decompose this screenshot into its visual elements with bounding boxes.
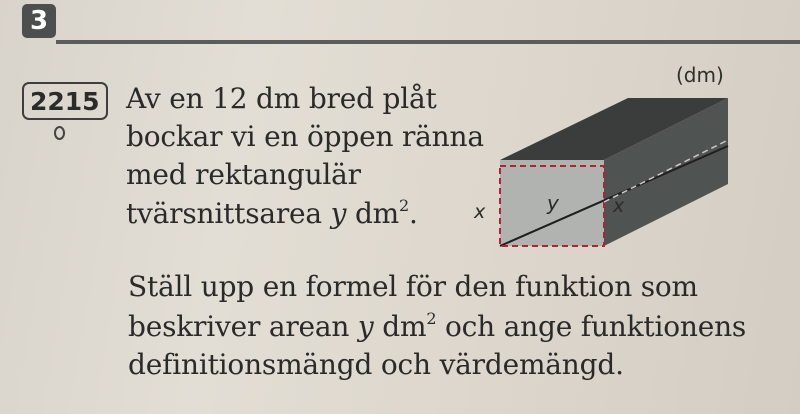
- line4-suffix: .: [409, 197, 418, 230]
- problem-text-line-4: [126, 196, 418, 230]
- unit-label: (dm): [676, 63, 724, 87]
- question-line2-exponent: 2: [426, 309, 437, 328]
- problem-text-line-2: bockar vi en öppen ränna: [126, 120, 484, 153]
- line4-unit: dm: [346, 197, 400, 230]
- problem-number: 2215: [22, 82, 108, 120]
- question-line2-suffix: och ange funktionens: [436, 310, 747, 343]
- difficulty-icon: [54, 126, 65, 140]
- question-line2-unit: dm: [373, 310, 427, 343]
- gutter-diagram: [470, 60, 770, 270]
- area-label: y: [547, 191, 559, 215]
- question-line-1: Ställ upp en formel för den funktion som: [128, 270, 698, 303]
- chapter-badge: 3: [22, 4, 56, 38]
- question-line-3: definitionsmängd och värdemängd.: [128, 348, 624, 381]
- problem-text-line-1: Av en 12 dm bred plåt: [126, 82, 437, 115]
- right-height-label: x: [613, 195, 625, 217]
- line4-prefix: tvärsnittsarea: [126, 197, 331, 230]
- chapter-divider: [56, 40, 800, 44]
- question-line2-prefix: beskriver arean: [128, 310, 358, 343]
- question-line-2: [128, 309, 746, 343]
- area-variable: y: [330, 197, 347, 230]
- left-height-label: x: [474, 201, 486, 223]
- question-area-variable: y: [357, 310, 374, 343]
- problem-text-line-3: med rektangulär: [126, 158, 361, 191]
- line4-exponent: 2: [399, 196, 410, 215]
